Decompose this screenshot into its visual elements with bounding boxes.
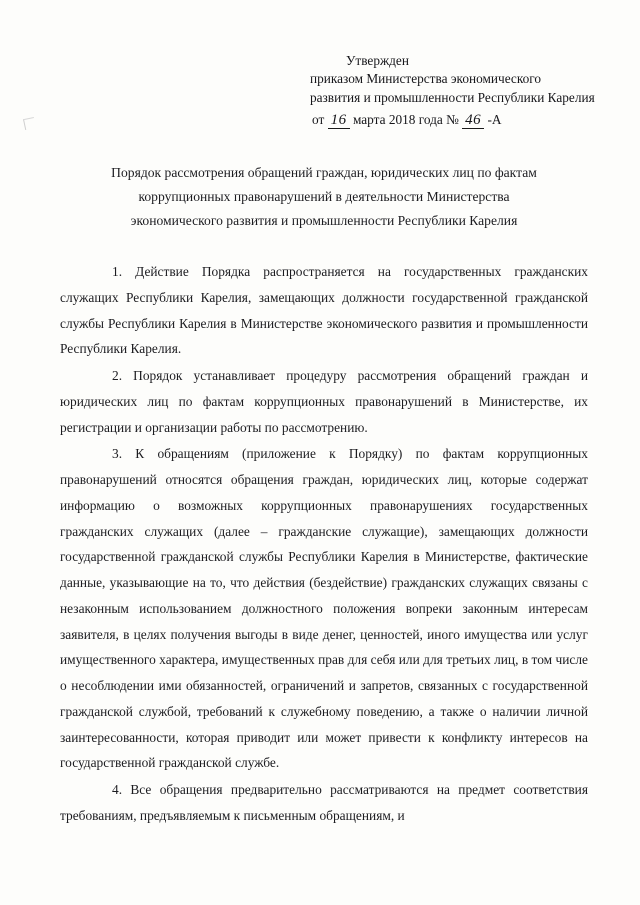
approval-line-2: приказом Министерства экономического [310,71,542,87]
title-line-3: экономического развития и промышленности Республики Карелия [130,213,518,229]
document-body [60,259,588,828]
date-month-year: марта 2018 года [352,112,443,128]
approval-block [310,52,610,131]
number-suffix: -А [487,112,502,128]
number-value-handwritten: 46 [462,112,484,129]
approval-date-line [310,110,610,131]
paragraph-1: 1. Действие Порядка распространяется на государственных гражданских служащих Республики Карелия, замещающих должности государственной гражданской службы Республики Карелия в Министерстве экономического развития и промышленности Республики Карелия. [60,264,588,357]
title-line-1: Порядок рассмотрения обращений граждан, юридических лиц по фактам [111,164,537,180]
page-title [60,161,588,234]
paragraph-4: 4. Все обращения предварительно рассматриваются на предмет соответствия требованиям, предъявляемым к письменным обращениям, и [60,781,588,823]
number-label: № [446,112,459,128]
paragraph-3: 3. К обращениям (приложение к Порядку) по фактам коррупционных правонарушений относятся обращения граждан, юридических лиц, которые содержат информацию о возможных коррупционных правонарушениях государственных гражданских служащих (далее – гражданские служащие), замещающих должности государственной гражданской службы Республики Карелия в Министерстве, фактические данные, указывающие на то, что действия (бездействие) гражданских служащих связаны с незаконным использованием должностного положения вопреки законным интересам заявителя, в целях получения выгоды в виде денег, ценностей, иного имущества или услуг имущественного характера, имущественных прав для себя или для третьих лиц, в том числе о несоблюдении ими обязанностей, ограничений и запретов, связанных с государственной гражданской службой, требований к служебному поведению, а также о наличии личной заинтересованности, которая приводит или может привести к конфликту интересов на государственной гражданской службе. [60,446,588,771]
approval-line-1: Утвержден [346,53,409,68]
date-day-handwritten: 16 [328,112,350,129]
title-line-2: коррупционных правонарушений в деятельности Министерства [138,188,510,204]
date-prefix: от [312,112,325,128]
approval-line-3: развития и промышленности Республики Карелия [310,89,595,105]
scan-artifact [23,117,36,130]
paragraph-2: 2. Порядок устанавливает процедуру рассмотрения обращений граждан и юридических лиц по фактам коррупционных правонарушений в Министерстве, их регистрации и организации работы по рассмотрению. [60,368,588,435]
